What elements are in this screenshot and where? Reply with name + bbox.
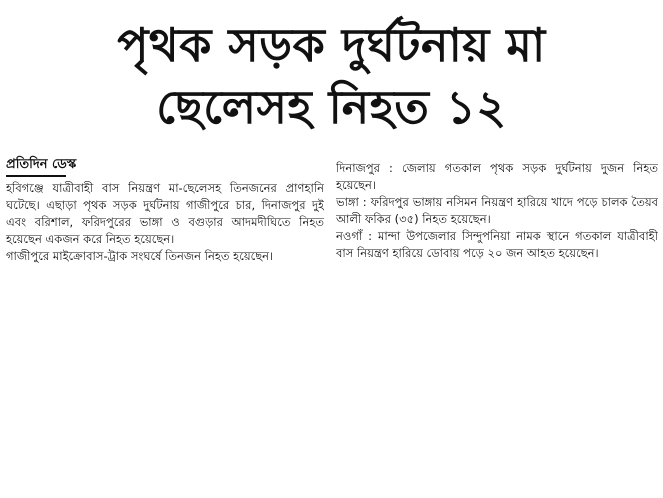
headline-line-2: ছেলেসহ নিহত ১২ (156, 80, 507, 134)
byline-underline (6, 175, 66, 177)
right-paragraph-3: নওগাঁ : মান্দা উপজেলার সিন্দুপনিয়া নামক স্থানে গতকাল যাত্রীবাহী বাস নিয়ন্ত্রণ হারিয়ে ডোবায় পড়ে ২০ জন আহত হয়েছেন। (336, 229, 658, 260)
right-paragraph-2: ভাঙ্গা : ফরিদপুর ভাঙ্গায় নসিমন নিয়ন্ত্রণ হারিয়ে খাদে পড়ে চালক তৈয়ব আলী ফকির (৩৫) নিহত হয়েছেন। (336, 195, 658, 226)
byline: প্রতিদিন ডেস্ক (6, 157, 77, 172)
left-paragraph-2: গাজীপুরে মাইক্রোবাস-ট্রাক সংঘর্ষে তিনজন নিহত হয়েছেন। (6, 249, 274, 263)
headline-line-1: পৃথক সড়ক দুর্ঘটনায় মা (117, 18, 546, 72)
article-column-left (6, 180, 324, 492)
headline (0, 14, 663, 138)
article-column-right (336, 160, 658, 496)
right-paragraph-1: দিনাজপুর : জেলায় গতকাল পৃথক সড়ক দুর্ঘটনায় দুজন নিহত হয়েছেন। (336, 161, 658, 192)
byline-block (6, 156, 328, 177)
left-paragraph-1: হবিগঞ্জে যাত্রীবাহী বাস নিয়ন্ত্রণ মা-ছেলেসহ তিনজনের প্রাণহানি ঘটেছে। এছাড়া পৃথক সড়ক দুর্ঘটনায় গাজীপুরে চার, দিনাজপুর দুই এবং বরিশাল, ফরিদপুরের ভাঙ্গা ও বগুড়ার আদমদীঘিতে নিহত হয়েছেন একজন করে নিহত হয়েছেন। (6, 181, 324, 246)
